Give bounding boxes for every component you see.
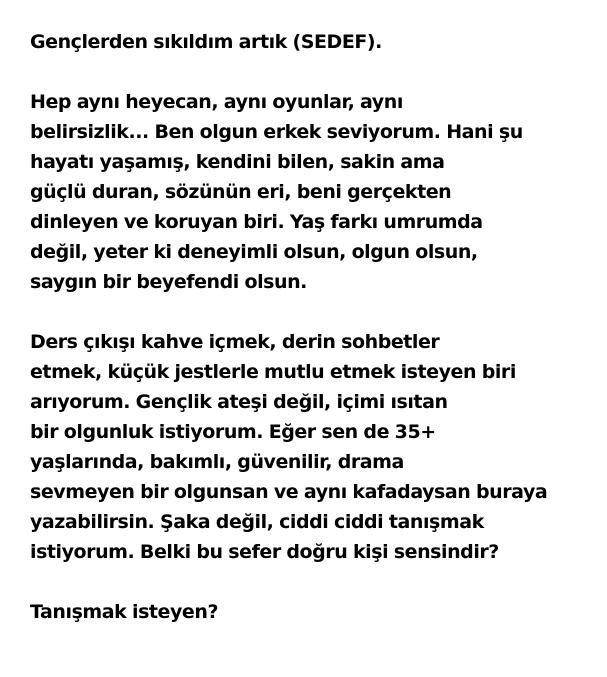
paragraph-2-line: bir olgunluk istiyorum. Eğer sen de 35+ <box>30 421 436 443</box>
paragraph-2-line: yaşlarında, bakımlı, güvenilir, drama <box>30 451 404 473</box>
document-body <box>30 27 600 627</box>
paragraph-1-line: Hep aynı heyecan, aynı oyunlar, aynı <box>30 91 403 113</box>
closing-question: Tanışmak isteyen? <box>30 601 219 623</box>
paragraph-spacer <box>30 567 600 597</box>
paragraph-1-line: belirsizlik... Ben olgun erkek seviyorum. Hani şu <box>30 121 523 143</box>
paragraph-spacer <box>30 57 600 87</box>
paragraph-2-line: istiyorum. Belki bu sefer doğru kişi sensindir? <box>30 541 499 563</box>
paragraph-1-line: değil, yeter ki deneyimli olsun, olgun olsun, <box>30 241 478 263</box>
paragraph-1-line: dinleyen ve koruyan biri. Yaş farkı umrumda <box>30 211 483 233</box>
paragraph-2-line: etmek, küçük jestlerle mutlu etmek isteyen biri <box>30 361 516 383</box>
paragraph-1-line: saygın bir beyefendi olsun. <box>30 271 307 293</box>
paragraph-2 <box>30 327 600 567</box>
paragraph-1-line: güçlü duran, sözünün eri, beni gerçekten <box>30 181 452 203</box>
paragraph-2-line: sevmeyen bir olgunsan ve aynı kafadaysan buraya <box>30 481 548 503</box>
paragraph-2-line: Ders çıkışı kahve içmek, derin sohbetler <box>30 331 440 353</box>
paragraph-2-line: yazabilirsin. Şaka değil, ciddi ciddi tanışmak <box>30 511 484 533</box>
document-heading: Gençlerden sıkıldım artık (SEDEF). <box>30 31 382 53</box>
paragraph-1-line: hayatı yaşamış, kendini bilen, sakin ama <box>30 151 445 173</box>
paragraph-1 <box>30 87 600 297</box>
paragraph-spacer <box>30 297 600 327</box>
paragraph-2-line: arıyorum. Gençlik ateşi değil, içimi ısıtan <box>30 391 448 413</box>
